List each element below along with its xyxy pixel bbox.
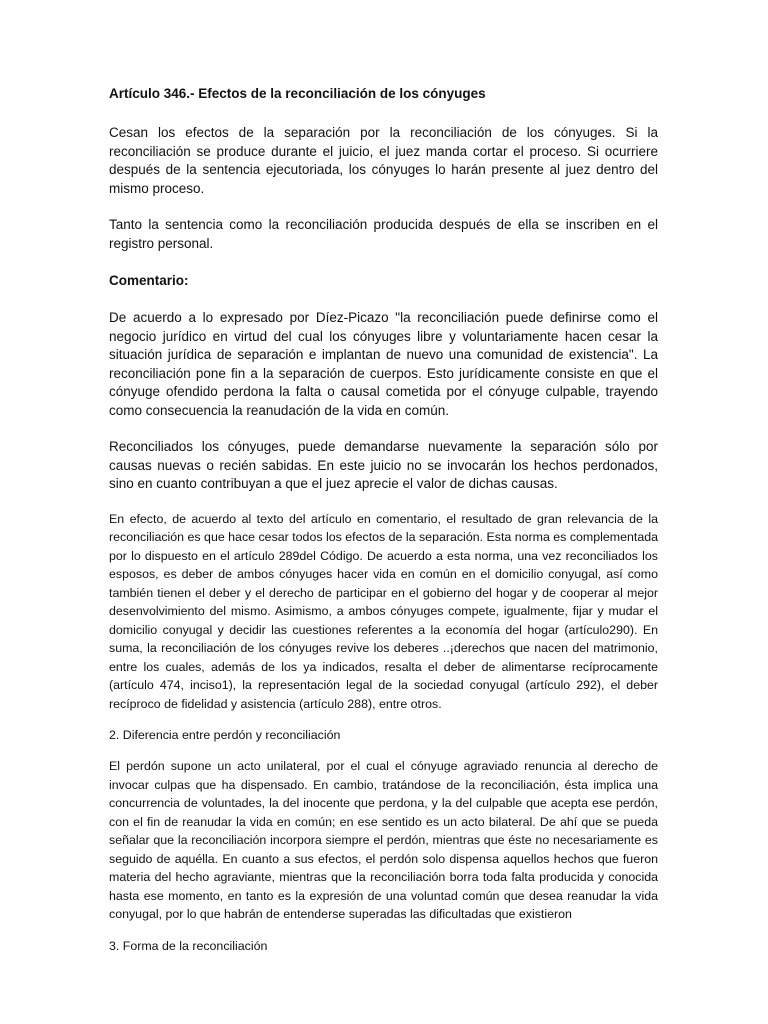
section-2-heading: 2. Diferencia entre perdón y reconciliación bbox=[109, 728, 341, 742]
commentary-paragraph-3: En efecto, de acuerdo al texto del artículo en comentario, el resultado de gran relevancia de la reconciliación es que hace cesar todos los efectos de la separación. Esta norma es complementada por lo dispuesto en el artículo 289del Código. De acuerdo a esta norma, una vez reconciliados los esposos, es deber de ambos cónyuges hacer vida en común en el domicilio conyugal, así como también tienen el deber y el derecho de participar en el gobierno del hogar y de cooperar al mejor desenvolvimiento del mismo. Asimismo, a ambos cónyuges compete, igualmente, fijar y mudar el domicilio conyugal y decidir las cuestiones referentes a la economía del hogar (artículo290). En suma, la reconciliación de los cónyuges revive los deberes ..¡derechos que nacen del matrimonio, entre los cuales, además de los ya indicados, resalta el deber de alimentarse recíprocamente (artículo 474, inciso1), la representación legal de la sociedad conyugal (artículo 292), el deber recíproco de fidelidad y asistencia (artículo 288), entre otros. bbox=[109, 511, 658, 711]
article-title: Artículo 346.- Efectos de la reconciliación de los cónyuges bbox=[109, 86, 486, 101]
commentary-paragraph-1: De acuerdo a lo expresado por Díez-Picazo "la reconciliación puede definirse como el negocio jurídico en virtud del cual los cónyuges libre y voluntariamente hacen cesar la situación jurídica de separación e implantan de nuevo una comunidad de existencia". La reconciliación pone fin a la separación de cuerpos. Esto jurídicamente consiste en que el cónyuge ofendido perdona la falta o causal cometida por el cónyuge culpable, trayendo como consecuencia la reanudación de la vida en común. bbox=[109, 310, 658, 418]
comentario-heading: Comentario: bbox=[109, 273, 189, 288]
article-paragraph-1: Cesan los efectos de la separación por la reconciliación de los cónyuges. Si la reconciliación se produce durante el juicio, el juez manda cortar el proceso. Si ocurriere después de la sentencia ejecutoriada, los cónyuges lo harán presente al juez dentro del mismo proceso. bbox=[109, 125, 658, 196]
article-paragraph-2: Tanto la sentencia como la reconciliación producida después de ella se inscriben en el registro personal. bbox=[109, 217, 658, 251]
section-2-paragraph: El perdón supone un acto unilateral, por el cual el cónyuge agraviado renuncia al derecho de invocar culpas que ha dispensado. En cambio, tratándose de la reconciliación, ésta implica una concurrencia de voluntades, la del inocente que perdona, y la del culpable que acepta ese perdón, con el fin de reanudar la vida en común; en ese sentido es un acto bilateral. De ahí que se pueda señalar que la reconciliación incorpora siempre el perdón, mientras que éste no necesariamente es seguido de aquélla. En cuanto a sus efectos, el perdón solo dispensa aquellos hechos que fueron materia del hecho agraviante, mientras que la reconciliación borra toda falta producida y conocida hasta ese momento, en tanto es la expresión de una voluntad común que desea reanudar la vida conyugal, por lo que habrán de entenderse superadas las dificultadas que existieron bbox=[109, 759, 658, 921]
section-3-heading: 3. Forma de la reconciliación bbox=[109, 938, 268, 953]
document-page bbox=[109, 84, 658, 955]
commentary-paragraph-2: Reconciliados los cónyuges, puede demandarse nuevamente la separación sólo por causas nuevas o recién sabidas. En este juicio no se invocarán los hechos perdonados, sino en cuanto contribuyan a que el juez aprecie el valor de dichas causas. bbox=[109, 439, 658, 491]
